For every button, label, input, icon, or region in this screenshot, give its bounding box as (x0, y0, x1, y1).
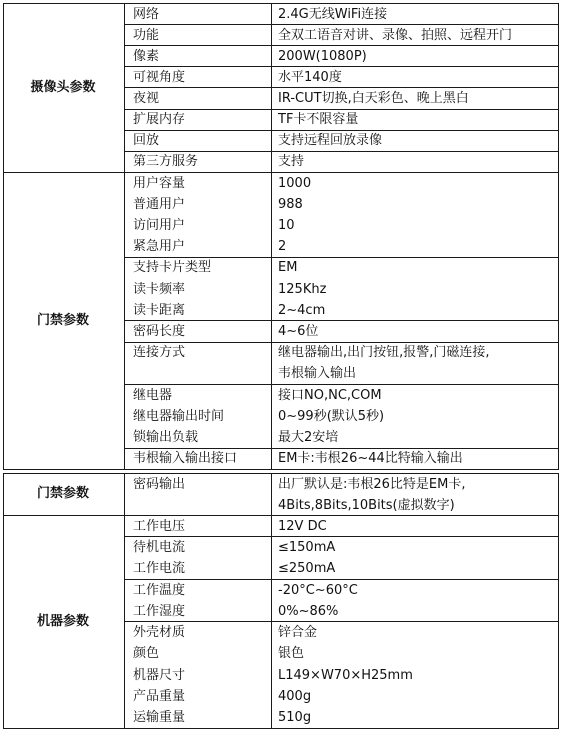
spec-label: 继电器 (133, 387, 173, 403)
spec-value: 12V DC (278, 518, 327, 534)
spec-label: 颜色 (133, 646, 160, 662)
rule-horizontal (124, 320, 559, 321)
spec-value: 继电器输出,出门按钮,报警,门磁连接, (278, 345, 490, 361)
spec-value: -20°C~60°C (278, 582, 358, 598)
spec-value: 1000 (278, 175, 312, 191)
spec-label: 支持卡片类型 (133, 260, 212, 276)
spec-value: 银色 (278, 646, 305, 662)
spec-value: IR-CUT切换,白天彩色、晚上黑白 (278, 90, 469, 106)
spec-value: ≤150mA (278, 539, 336, 555)
rule-horizontal (124, 621, 559, 622)
rule-vertical (558, 515, 559, 729)
spec-label: 锁输出负载 (133, 430, 199, 445)
spec-value: 支持远程回放录像 (278, 133, 383, 149)
rule-vertical (3, 172, 4, 470)
rule-vertical (3, 3, 4, 173)
rule-vertical (558, 473, 559, 516)
rule-horizontal (124, 257, 559, 258)
rule-horizontal (124, 109, 559, 110)
spec-label: 连接方式 (133, 345, 186, 361)
spec-label: 工作湿度 (133, 603, 186, 619)
rule-vertical (271, 473, 272, 516)
spec-label: 韦根输入输出接口 (133, 451, 238, 467)
spec-value: 全双工语音对讲、录像、拍照、远程开门 (278, 27, 513, 43)
rule-vertical (124, 3, 125, 173)
spec-label: 继电器输出时间 (133, 408, 225, 424)
spec-value: ≤250mA (278, 561, 336, 577)
spec-value: 510g (278, 710, 312, 726)
spec-value: 4Bits,8Bits,10Bits(虚拟数字) (278, 497, 455, 513)
spec-label: 密码输出 (133, 476, 186, 492)
rule-horizontal (124, 579, 559, 580)
spec-value: TF卡不限容量 (278, 112, 359, 128)
spec-label: 工作电流 (133, 561, 186, 577)
spec-label: 紧急用户 (133, 239, 186, 255)
spec-value: 10 (278, 218, 295, 233)
spec-label: 像素 (133, 48, 160, 64)
section-title: 门禁参数 (36, 486, 89, 501)
spec-label: 夜视 (133, 90, 160, 106)
rule-horizontal (3, 3, 559, 4)
spec-label: 机器尺寸 (133, 667, 186, 683)
spec-value: 988 (278, 196, 303, 212)
spec-value: EM卡:韦根26~44比特输入输出 (278, 451, 463, 467)
spec-label: 第三方服务 (133, 154, 199, 170)
spec-label: 运输重量 (133, 710, 186, 726)
spec-value: 接口NO,NC,COM (278, 387, 382, 403)
spec-value: 2~4cm (278, 302, 326, 318)
rule-vertical (558, 172, 559, 470)
rule-horizontal (3, 172, 559, 173)
rule-horizontal (3, 469, 559, 470)
rule-horizontal (124, 66, 559, 67)
rule-horizontal (3, 473, 559, 474)
section-title: 门禁参数 (36, 312, 89, 328)
rule-horizontal (124, 384, 559, 385)
spec-label: 用户容量 (133, 175, 186, 191)
spec-label: 待机电流 (133, 539, 186, 555)
rule-vertical (124, 172, 125, 470)
spec-value: 400g (278, 689, 312, 705)
spec-label: 功能 (133, 27, 160, 43)
spec-label: 读卡频率 (133, 281, 186, 297)
rule-horizontal (124, 536, 559, 537)
spec-label: 外壳材质 (133, 625, 186, 641)
rule-vertical (558, 3, 559, 173)
section-title: 摄像头参数 (30, 79, 96, 95)
rule-horizontal (124, 342, 559, 343)
spec-label: 网络 (133, 6, 160, 22)
rule-vertical (271, 515, 272, 729)
rule-vertical (3, 473, 4, 516)
spec-value: 韦根输入输出 (278, 366, 357, 382)
rule-horizontal (124, 24, 559, 25)
rule-horizontal (124, 87, 559, 88)
spec-value: EM (278, 260, 298, 276)
rule-horizontal (3, 728, 559, 729)
spec-value: 0~99秒(默认5秒) (278, 408, 385, 424)
spec-value: 最大2安培 (278, 430, 339, 445)
spec-label: 访问用户 (133, 218, 186, 233)
rule-horizontal (124, 448, 559, 449)
spec-value: 4~6位 (278, 324, 319, 339)
spec-label: 回放 (133, 133, 160, 149)
rule-horizontal (124, 151, 559, 152)
section-title: 机器参数 (36, 613, 89, 629)
spec-value: L149×W70×H25mm (278, 667, 413, 683)
spec-label: 读卡距离 (133, 302, 186, 318)
spec-value: 出厂默认是:韦根26比特是EM卡, (278, 476, 466, 492)
spec-label: 密码长度 (133, 324, 186, 339)
spec-label: 可视角度 (133, 69, 186, 85)
rule-horizontal (124, 130, 559, 131)
rule-vertical (271, 172, 272, 470)
spec-value: 200W(1080P) (278, 48, 367, 64)
spec-value: 2 (278, 239, 287, 255)
spec-label: 普通用户 (133, 196, 186, 212)
rule-vertical (3, 515, 4, 729)
rule-vertical (124, 515, 125, 729)
rule-vertical (271, 3, 272, 173)
spec-value: 水平140度 (278, 69, 342, 85)
rule-vertical (124, 473, 125, 516)
spec-label: 扩展内存 (133, 112, 186, 128)
rule-horizontal (3, 515, 559, 516)
spec-label: 产品重量 (133, 689, 186, 705)
spec-label: 工作温度 (133, 582, 186, 598)
spec-value: 支持 (278, 154, 305, 170)
spec-value: 锌合金 (278, 625, 318, 641)
spec-label: 工作电压 (133, 518, 186, 534)
spec-value: 125Khz (278, 281, 327, 297)
spec-value: 0%~86% (278, 603, 339, 619)
rule-horizontal (124, 45, 559, 46)
spec-value: 2.4G无线WiFi连接 (278, 6, 388, 22)
